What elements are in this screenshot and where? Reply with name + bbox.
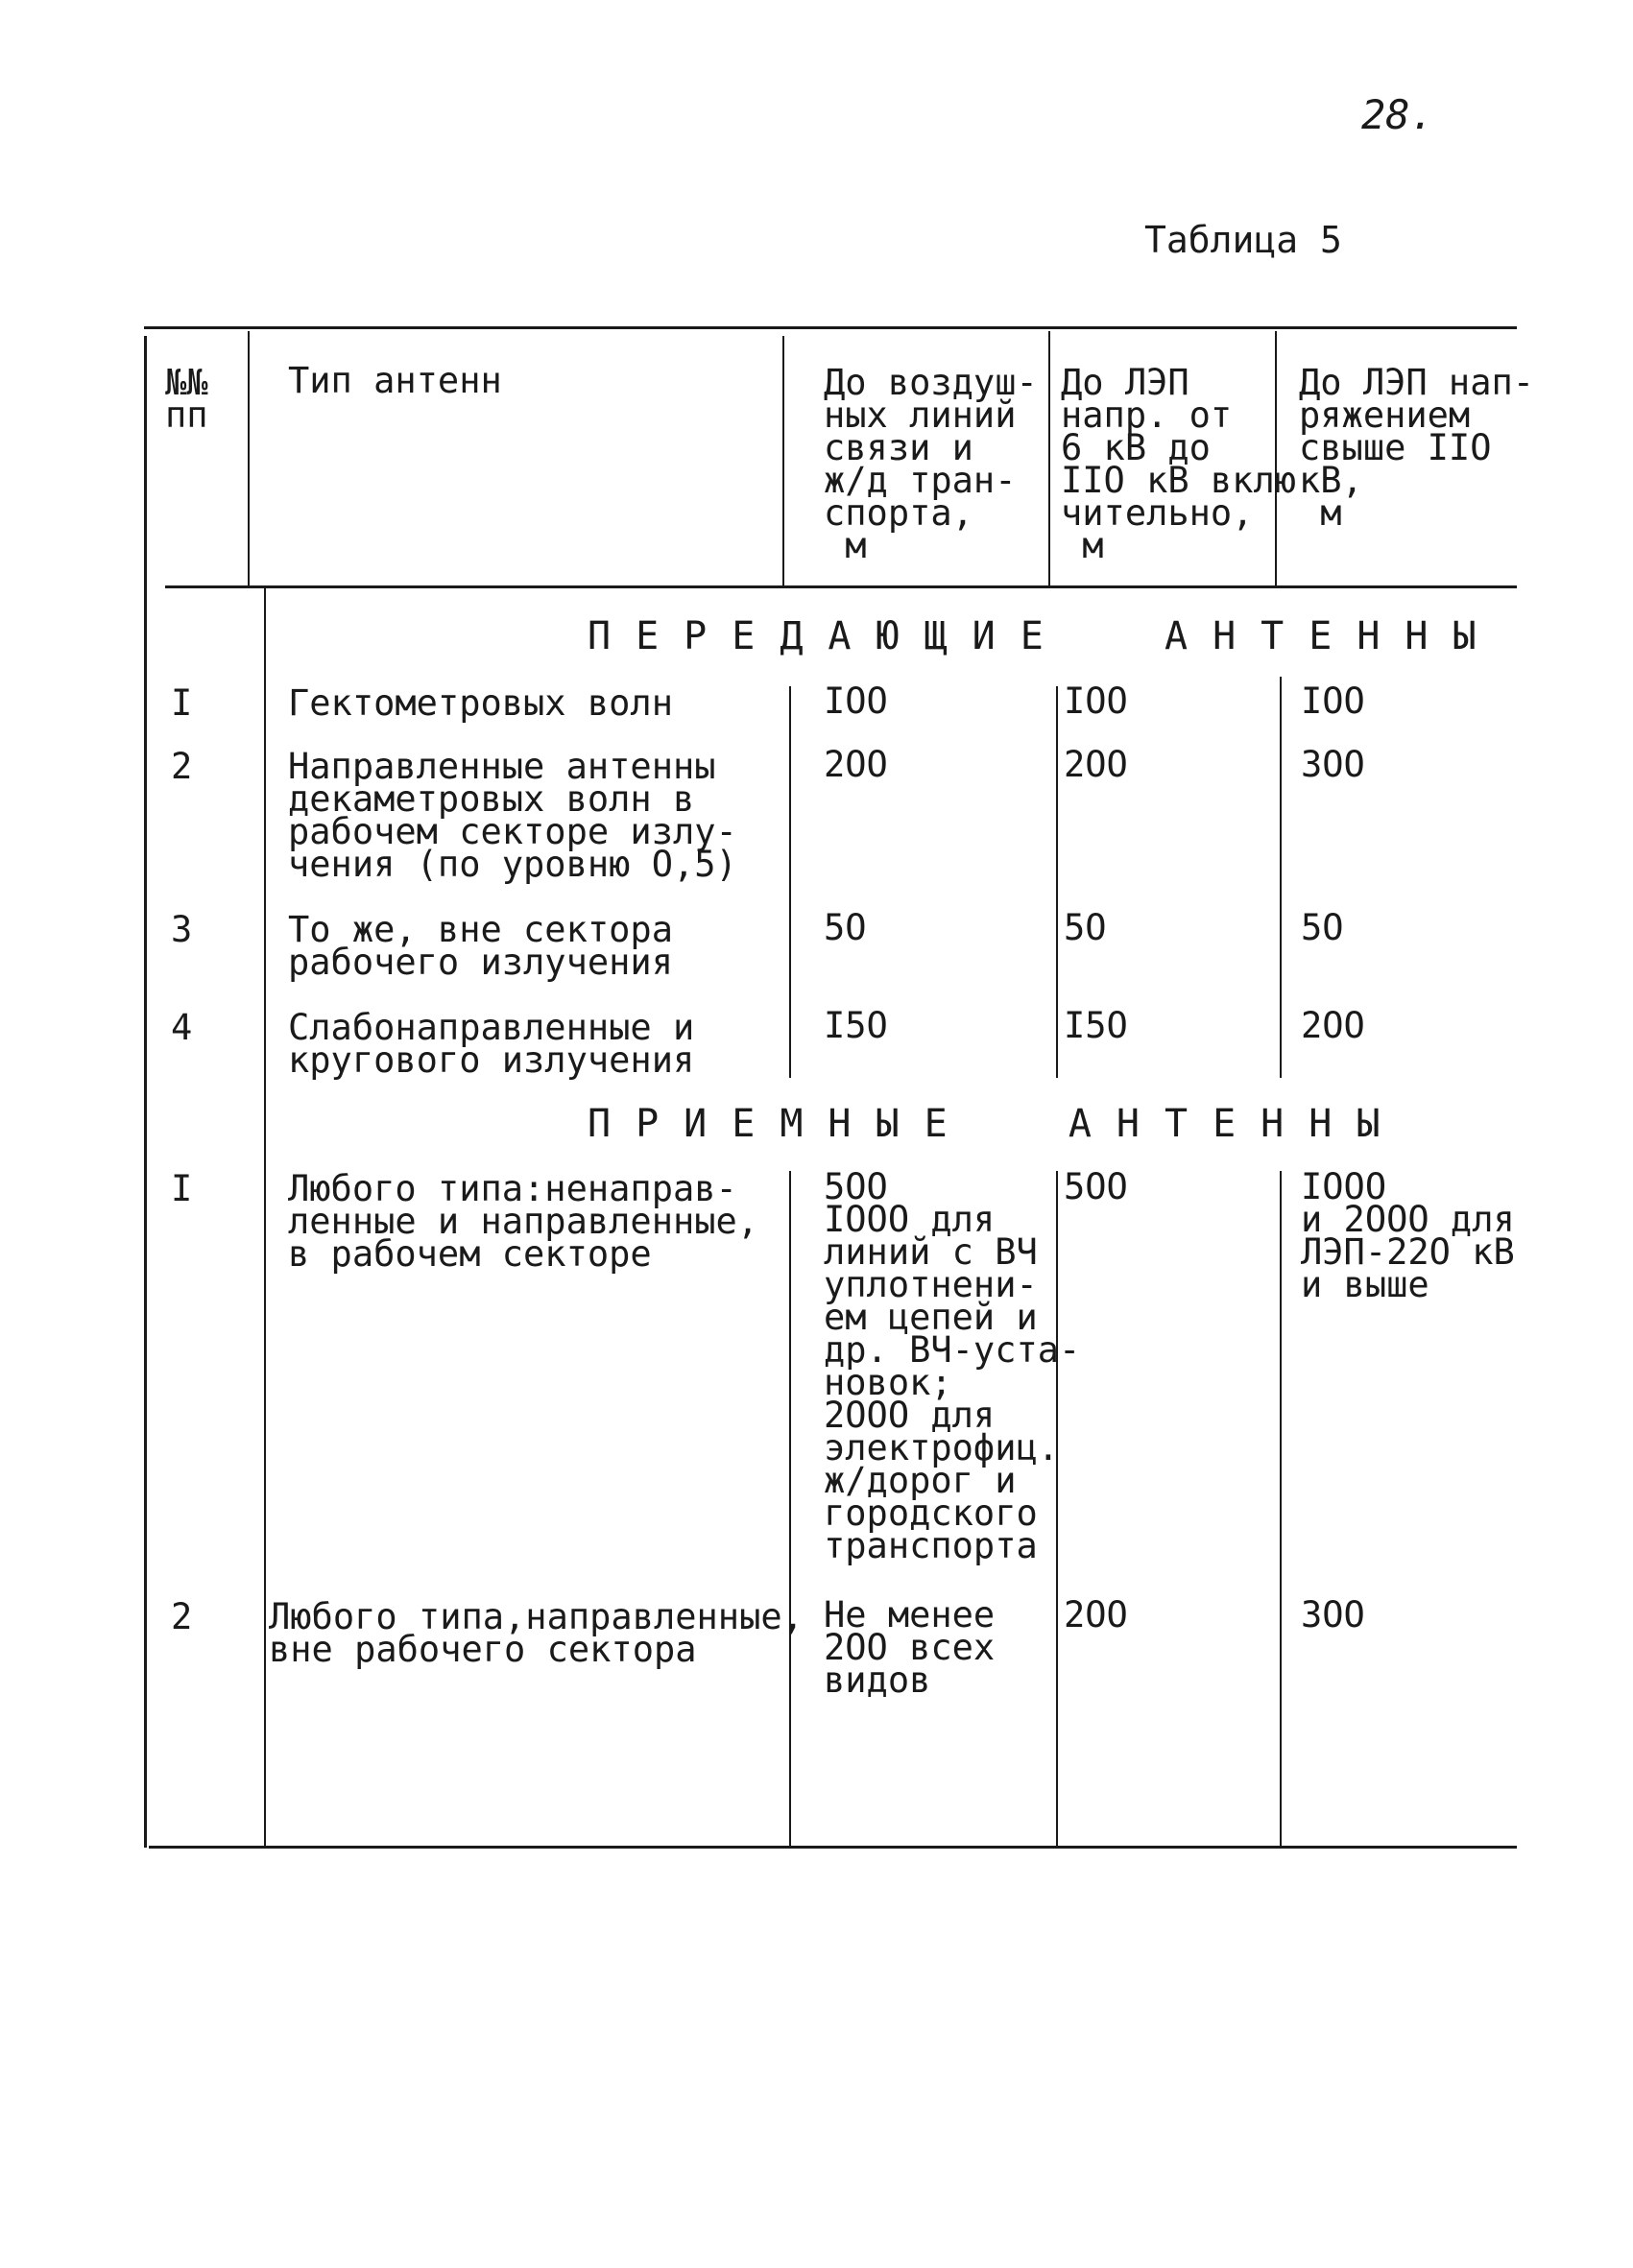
row-num: 4 bbox=[171, 1007, 193, 1048]
row-num: I bbox=[171, 682, 193, 724]
section-title-transmitting: ПЕРЕДАЮЩИЕ АНТЕННЫ bbox=[588, 614, 1501, 658]
row-num: 2 bbox=[171, 746, 193, 787]
header-type: Тип антенн bbox=[288, 360, 502, 401]
col-divider-comm bbox=[1048, 331, 1050, 586]
page-number: 28. bbox=[1361, 91, 1434, 138]
row-type: Любого типа:ненаправ- ленные и направленные, в рабочем секторе bbox=[288, 1168, 759, 1275]
row-pl-mid: I5О bbox=[1064, 1005, 1128, 1046]
row-type: Гектометровых волн bbox=[288, 682, 673, 724]
row-pl-high: 5О bbox=[1301, 907, 1344, 948]
row-comm: IОО bbox=[824, 680, 888, 722]
table-top-rule bbox=[144, 326, 1517, 329]
table-caption: Таблица 5 bbox=[1144, 219, 1342, 261]
col-divider-num-body bbox=[264, 587, 266, 1847]
header-powerline-6-110: До ЛЭП напр. от 6 кВ до IIО кВ вклю чительно, м bbox=[1061, 362, 1297, 566]
row-comm: 5ОО IООО для линий с ВЧ уплотнени- ем цепей и др. ВЧ-уста- новок; 2ООО для электрофиц. ж/дорог и городского транспорта bbox=[824, 1166, 1081, 1566]
col-divider-plmid-body-1 bbox=[1280, 677, 1282, 1078]
row-num: I bbox=[171, 1168, 193, 1209]
row-comm: 2ОО bbox=[824, 744, 888, 785]
col-divider-type bbox=[782, 336, 784, 587]
row-pl-high: 2ОО bbox=[1301, 1005, 1365, 1046]
header-num: №№ пп bbox=[165, 362, 208, 436]
row-comm: 5О bbox=[824, 907, 867, 948]
row-comm: I5О bbox=[824, 1005, 888, 1046]
row-num: 3 bbox=[171, 909, 193, 950]
row-num: 2 bbox=[171, 1596, 193, 1637]
row-pl-high: IООО и 2ООО для ЛЭП-22О кВ и выше bbox=[1301, 1166, 1515, 1305]
row-pl-high: 3ОО bbox=[1301, 1594, 1365, 1635]
row-pl-mid: 2ОО bbox=[1064, 1594, 1128, 1635]
row-pl-high: IОО bbox=[1301, 680, 1365, 722]
header-comm-lines: До воздуш- ных линий связи и ж/д тран- спорта, м bbox=[824, 362, 1038, 566]
col-divider-comm-body-1 bbox=[1056, 686, 1058, 1078]
section-title-receiving: ПРИЕМНЫЕ АНТЕННЫ bbox=[588, 1102, 1405, 1146]
col-divider-num bbox=[248, 331, 250, 586]
row-pl-high: 3ОО bbox=[1301, 744, 1365, 785]
col-divider-type-body-2 bbox=[789, 1171, 791, 1848]
table-bottom-rule bbox=[149, 1846, 1517, 1849]
table-left-border bbox=[144, 336, 147, 1848]
header-powerline-above-110: До ЛЭП нап- ряжением свыше IIО кВ, м bbox=[1299, 362, 1535, 534]
header-bottom-rule bbox=[165, 585, 1517, 588]
row-type: Любого типа,направленные, вне рабочего сектора bbox=[269, 1596, 804, 1670]
row-type: Слабонаправленные и кругового излучения bbox=[288, 1007, 695, 1081]
row-type: Направленные антенны декаметровых волн в рабочем секторе излу- чения (по уровню О,5) bbox=[288, 746, 737, 885]
row-comm: Не менее 2ОО всех видов bbox=[824, 1594, 996, 1701]
row-pl-mid: IОО bbox=[1064, 680, 1128, 722]
col-divider-plmid-body-2 bbox=[1280, 1171, 1282, 1848]
row-pl-mid: 2ОО bbox=[1064, 744, 1128, 785]
row-pl-mid: 5О bbox=[1064, 907, 1107, 948]
row-type: То же, вне сектора рабочего излучения bbox=[288, 909, 673, 983]
row-pl-mid: 5ОО bbox=[1064, 1166, 1128, 1207]
col-divider-type-body-1 bbox=[789, 686, 791, 1078]
